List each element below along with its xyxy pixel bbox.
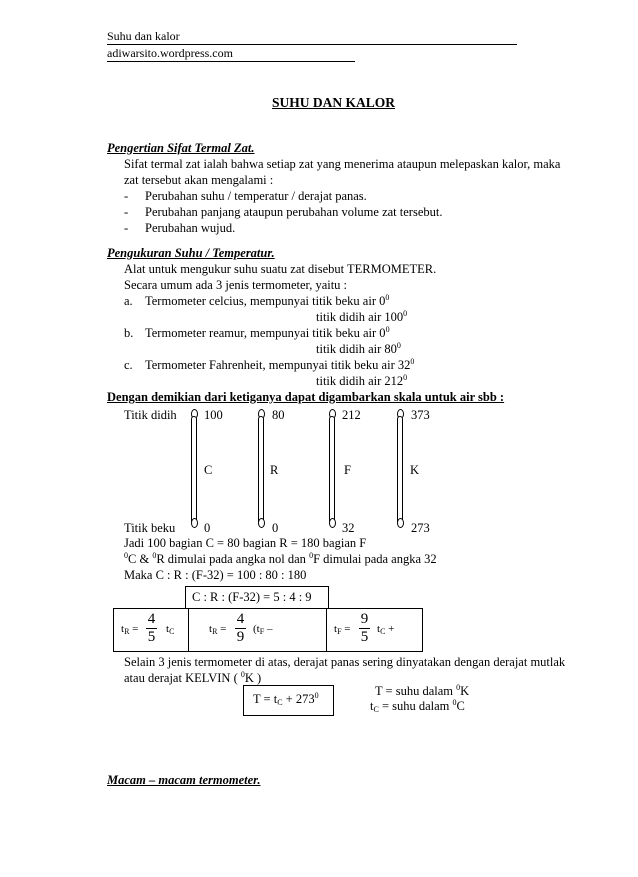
doc-title: SUHU DAN KALOR (272, 95, 396, 110)
scale-name: R (270, 463, 279, 477)
scale-top-value: 373 (411, 408, 430, 422)
list-item-boil: titik didih air $80^0$ (316, 341, 401, 356)
thermometer-c-tube (191, 416, 197, 524)
bullet-item: Perubahan wujud. (145, 221, 236, 235)
thermometer-r-tube (258, 416, 264, 524)
freeze-label: Titik beku (124, 521, 176, 535)
section5-heading: Macam – macam termometer. (107, 773, 261, 787)
thermometer-bulb-bottom (191, 518, 198, 528)
formula-lhs: $t_R$ = (121, 623, 139, 636)
formula-fraction: 9 5 (360, 611, 369, 645)
bullet-mark: - (124, 205, 129, 219)
kelvin-legend: T = suhu dalam $^0$K (375, 683, 470, 698)
list-item-boil: titik didih air $212^0$ (316, 373, 408, 388)
section3-line: Maka C : R : (F-32) = 100 : 80 : 180 (124, 568, 307, 582)
section1-heading: Pengertian Sifat Termal Zat. (107, 141, 255, 155)
ratio-box (185, 586, 329, 610)
section2-line: Secara umum ada 3 jenis termometer, yaitu : (124, 278, 348, 292)
thermometer-f-tube (329, 416, 335, 524)
scale-bottom-value: 0 (272, 521, 279, 535)
list-item-boil: titik didih air $100^0$ (316, 309, 408, 324)
section1-line: zat tersebut akan mengalami : (124, 173, 274, 187)
scale-name: F (344, 463, 351, 477)
formula-lhs: $t_R$ = (209, 623, 227, 636)
section3-heading: Dengan demikian dari ketiganya dapat digambarkan skala untuk air sbb : (107, 390, 505, 404)
scale-top-value: 100 (204, 408, 223, 422)
formula-rhs: ($t_F$ – (253, 623, 273, 636)
formula-lhs: $t_F$ = (334, 623, 351, 636)
bullet-mark: - (124, 189, 129, 203)
scale-top-value: 212 (342, 408, 361, 422)
formula-rhs: $t_C$ (166, 623, 175, 636)
list-item: Termometer celcius, mempunyai titik beku air $0^0$ (145, 293, 390, 308)
formula-box-2 (188, 608, 328, 652)
list-marker: a. (124, 294, 133, 308)
scale-bottom-value: 32 (342, 521, 355, 535)
header-title: Suhu dan kalor (107, 29, 180, 43)
bullet-item: Perubahan suhu / temperatur / derajat panas. (145, 189, 367, 203)
header-rule (107, 44, 517, 45)
thermometer-k-tube (397, 416, 403, 524)
formula-box-1 (113, 608, 190, 652)
section2-heading: Pengukuran Suhu / Temperatur. (107, 246, 275, 260)
kelvin-formula-box (243, 685, 334, 716)
formula-box-3 (326, 608, 423, 652)
section1-line: Sifat termal zat ialah bahwa setiap zat yang menerima ataupun melepaskan kalor, maka (124, 157, 561, 171)
scale-bottom-value: 0 (204, 521, 211, 535)
thermometer-bulb-bottom (397, 518, 404, 528)
section3-line: Jadi 100 bagian C = 80 bagian R = 180 bagian F (124, 536, 367, 550)
formula-rhs: $t_C$ + (377, 623, 395, 636)
formula-fraction: 4 5 (147, 611, 156, 645)
bullet-mark: - (124, 221, 129, 235)
section4-line: Selain 3 jenis termometer di atas, derajat panas sering dinyatakan dengan derajat mutlak (124, 655, 566, 669)
thermometer-bulb-bottom (258, 518, 265, 528)
list-marker: c. (124, 358, 133, 372)
bullet-item: Perubahan panjang ataupun perubahan volume zat tersebut. (145, 205, 443, 219)
kelvin-legend: $t_C$ = suhu dalam $^0$C (370, 698, 465, 714)
header-site-rule (107, 61, 355, 62)
list-marker: b. (124, 326, 134, 340)
list-item: Termometer Fahrenheit, mempunyai titik beku air $32^0$ (145, 357, 415, 372)
header-site: adiwarsito.wordpress.com (107, 46, 233, 60)
boil-label: Titik didih (124, 408, 177, 422)
scale-bottom-value: 273 (411, 521, 430, 535)
scale-name: C (204, 463, 213, 477)
section2-line: Alat untuk mengukur suhu suatu zat disebut TERMOMETER. (124, 262, 437, 276)
list-item: Termometer reamur, mempunyai titik beku air $0^0$ (145, 325, 390, 340)
ratio-text: C : R : (F-32) = 5 : 4 : 9 (192, 590, 312, 604)
scale-top-value: 80 (272, 408, 285, 422)
section4-line: atau derajat KELVIN ( $^0$K ) (124, 670, 262, 685)
scale-name: K (410, 463, 420, 477)
kelvin-formula: $T = t_C + 273^0$ (253, 691, 319, 707)
thermometer-bulb-bottom (329, 518, 336, 528)
formula-fraction: 4 9 (236, 611, 245, 645)
section3-line: $^0$C & $^0$R dimulai pada angka nol dan $^0$F dimulai pada angka 32 (124, 551, 437, 566)
